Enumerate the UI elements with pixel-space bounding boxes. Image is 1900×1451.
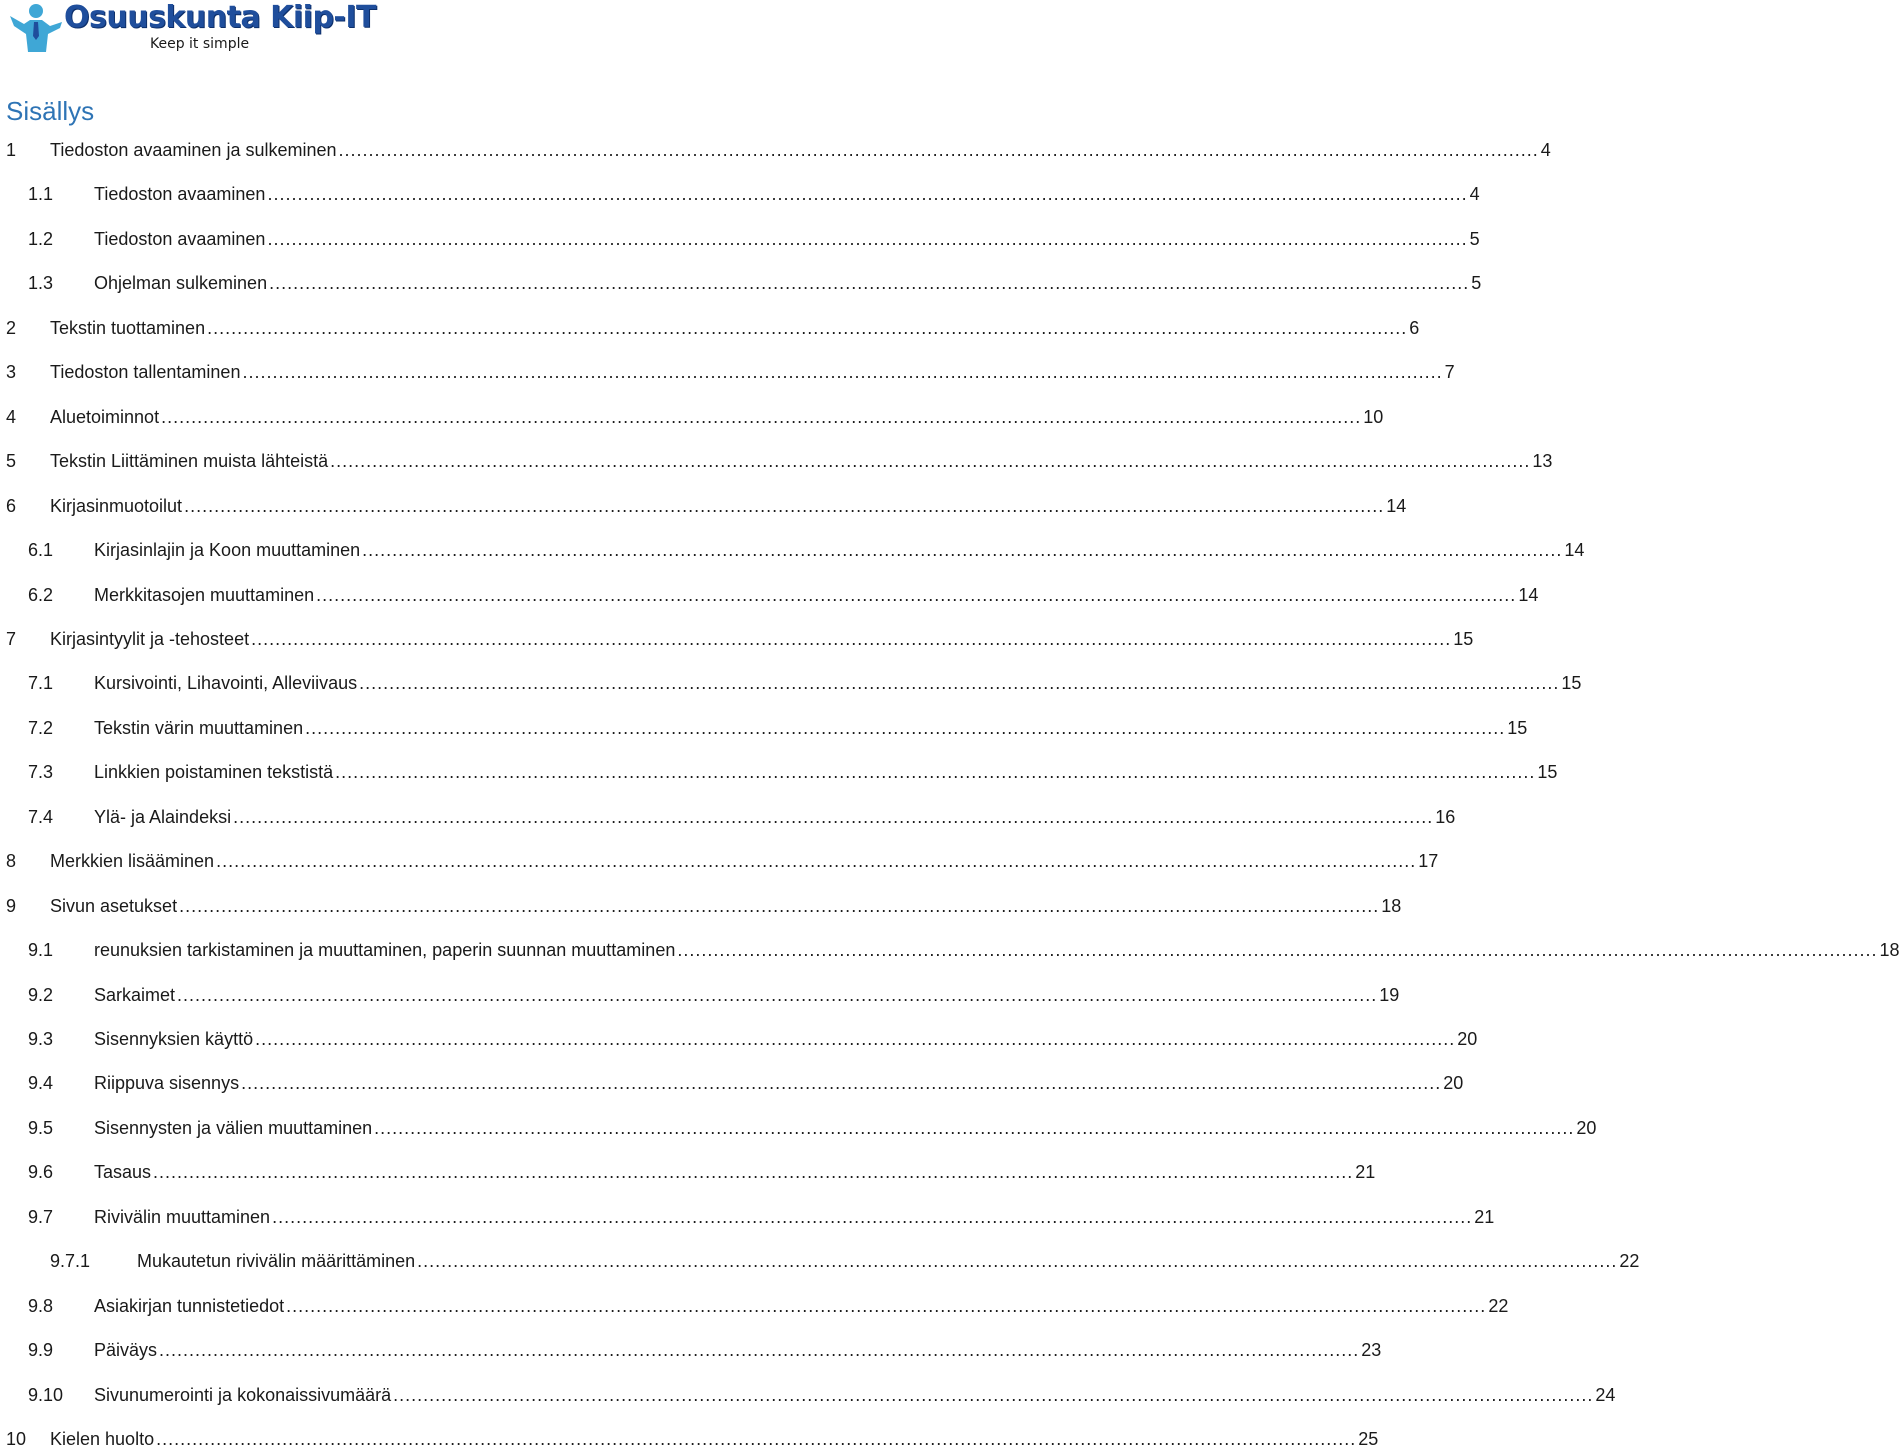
toc-entry[interactable] <box>0 627 1474 651</box>
toc-entry-page: 14 <box>1564 540 1585 560</box>
toc-entry-number: 9.7.1 <box>50 1251 91 1271</box>
toc-entry-page: 23 <box>1361 1340 1382 1360</box>
toc-entry[interactable] <box>0 938 1900 962</box>
toc-dot-leader: ........................................................................................................................................................................................................ <box>269 273 1470 293</box>
toc-entry-number: 6.1 <box>28 540 54 560</box>
toc-dot-leader: ........................................................................................................................................................................................................ <box>161 407 1362 427</box>
toc-entry[interactable] <box>0 538 1585 562</box>
toc-entry-page: 7 <box>1444 362 1455 382</box>
toc-dot-leader: ........................................................................................................................................................................................................ <box>233 807 1434 827</box>
toc-dot-leader: ........................................................................................................................................................................................................ <box>335 762 1536 782</box>
toc-entry[interactable] <box>0 138 1551 162</box>
toc-entry-line <box>94 182 1480 206</box>
toc-entry-number: 9.3 <box>28 1029 54 1049</box>
toc-entry[interactable] <box>0 494 1407 518</box>
toc-entry-page: 24 <box>1595 1385 1616 1405</box>
toc-dot-leader: ........................................................................................................................................................................................................ <box>216 851 1417 871</box>
toc-entry-title[interactable]: Sisennyksien käyttö <box>94 1029 254 1049</box>
toc-entry-page: 14 <box>1518 585 1539 605</box>
toc-entry-number: 9 <box>6 896 17 916</box>
toc-entry-page: 22 <box>1619 1251 1640 1271</box>
toc-dot-leader: ........................................................................................................................................................................................................ <box>272 1207 1473 1227</box>
toc-entry-line <box>50 494 1407 518</box>
toc-entry-title[interactable]: Tiedoston avaaminen <box>94 184 266 204</box>
toc-dot-leader: ........................................................................................................................................................................................................ <box>393 1385 1594 1405</box>
toc-entry-page: 5 <box>1469 229 1480 249</box>
toc-entry-page: 18 <box>1381 896 1402 916</box>
toc-entry-number: 7.2 <box>28 718 54 738</box>
toc-entry-page: 15 <box>1507 718 1528 738</box>
toc-entry-line <box>94 1027 1478 1051</box>
toc-dot-leader: ........................................................................................................................................................................................................ <box>241 1073 1442 1093</box>
toc-entry-line <box>50 316 1420 340</box>
toc-entry-number: 1.2 <box>28 229 54 249</box>
toc-entry-title[interactable]: reunuksien tarkistaminen ja muuttaminen, paperin suunnan muuttaminen <box>94 940 676 960</box>
toc-dot-leader: ........................................................................................................................................................................................................ <box>316 585 1517 605</box>
toc-entry-page: 4 <box>1540 140 1551 160</box>
toc-heading: Sisällys <box>6 96 95 126</box>
toc-dot-leader: ........................................................................................................................................................................................................ <box>251 629 1452 649</box>
toc-dot-leader: ........................................................................................................................................................................................................ <box>330 451 1531 471</box>
toc-entry-number: 10 <box>6 1429 27 1449</box>
toc-entry-title[interactable]: Linkkien poistaminen tekstistä <box>94 762 334 782</box>
toc-entry-number: 2 <box>6 318 17 338</box>
toc-entry-number: 9.8 <box>28 1296 54 1316</box>
toc-entry-title[interactable]: Ohjelman sulkeminen <box>94 273 268 293</box>
toc-entry-title[interactable]: Aluetoiminnot <box>50 407 160 427</box>
toc-dot-leader: ........................................................................................................................................................................................................ <box>179 896 1380 916</box>
toc-entry-line <box>94 1294 1509 1318</box>
toc-entry-page: 15 <box>1561 673 1582 693</box>
toc-entry-page: 14 <box>1386 496 1407 516</box>
toc-entry-page: 15 <box>1537 762 1558 782</box>
toc-entry-title[interactable]: Sivun asetukset <box>50 896 178 916</box>
toc-entry[interactable] <box>0 1249 1640 1273</box>
toc-entry-number: 9.5 <box>28 1118 54 1138</box>
toc-dot-leader: ........................................................................................................................................................................................................ <box>417 1251 1618 1271</box>
toc-entry-page: 6 <box>1409 318 1420 338</box>
toc-entry[interactable] <box>0 1338 1382 1362</box>
toc-entry-number: 3 <box>6 362 17 382</box>
toc-entry-line <box>94 1071 1464 1095</box>
toc-entry-line <box>50 360 1455 384</box>
toc-entry-line <box>94 983 1400 1007</box>
toc-entry-title[interactable]: Kirjasinmuotoilut <box>50 496 183 516</box>
toc-entry-line <box>94 671 1582 695</box>
toc-entry-line <box>50 849 1439 873</box>
toc-entry-page: 18 <box>1879 940 1900 960</box>
toc-dot-leader: ........................................................................................................................................................................................................ <box>242 362 1443 382</box>
toc-entry[interactable] <box>0 1160 1376 1184</box>
toc-entry-number: 1 <box>6 140 17 160</box>
toc-entry-title[interactable]: Sarkaimet <box>94 985 176 1005</box>
toc-entry-number: 7 <box>6 629 17 649</box>
toc-entry-page: 20 <box>1457 1029 1478 1049</box>
toc-dot-leader: ........................................................................................................................................................................................................ <box>677 940 1878 960</box>
toc-dot-leader: ........................................................................................................................................................................................................ <box>286 1296 1487 1316</box>
toc-entry-title[interactable]: Tiedoston avaaminen ja sulkeminen <box>50 140 337 160</box>
toc-entry-number: 7.3 <box>28 762 54 782</box>
toc-entry-number: 4 <box>6 407 17 427</box>
toc-entry-line <box>94 538 1585 562</box>
toc-entry-page: 5 <box>1471 273 1482 293</box>
toc-entry[interactable] <box>0 360 1455 384</box>
toc-dot-leader: ........................................................................................................................................................................................................ <box>338 140 1539 160</box>
toc-entry-line <box>94 271 1482 295</box>
toc-entry-page: 13 <box>1532 451 1553 471</box>
toc-entry-title[interactable]: Kirjasinlajin ja Koon muuttaminen <box>94 540 361 560</box>
toc-entry-page: 17 <box>1418 851 1439 871</box>
toc-entry-line <box>94 760 1558 784</box>
header <box>0 0 400 62</box>
toc-entry-line <box>94 583 1539 607</box>
toc-entry-line <box>50 405 1384 429</box>
toc-entry-title[interactable]: Kielen huolto <box>50 1429 155 1449</box>
toc-entry-title[interactable]: Tekstin tuottaminen <box>50 318 206 338</box>
toc-entry-line <box>94 938 1900 962</box>
toc-entry-page: 19 <box>1379 985 1400 1005</box>
toc-entry-title[interactable]: Tekstin värin muuttaminen <box>94 718 304 738</box>
toc-entry-number: 9.2 <box>28 985 54 1005</box>
toc-dot-leader: ........................................................................................................................................................................................................ <box>156 1429 1357 1449</box>
toc-dot-leader: ........................................................................................................................................................................................................ <box>267 184 1468 204</box>
toc-entry-page: 21 <box>1474 1207 1495 1227</box>
toc-entry[interactable] <box>0 1071 1464 1095</box>
toc-entry-title[interactable]: Riippuva sisennys <box>94 1073 240 1093</box>
toc-entry-number: 9.9 <box>28 1340 54 1360</box>
toc-entry[interactable] <box>0 849 1439 873</box>
toc-entry-page: 20 <box>1576 1118 1597 1138</box>
toc-entry-title[interactable]: Sivunumerointi ja kokonaissivumäärä <box>94 1385 392 1405</box>
toc-dot-leader: ........................................................................................................................................................................................................ <box>184 496 1385 516</box>
toc-entry-title[interactable]: Asiakirjan tunnistetiedot <box>94 1296 285 1316</box>
toc-entry-number: 9.4 <box>28 1073 54 1093</box>
toc-entry[interactable] <box>0 983 1400 1007</box>
toc-entry[interactable] <box>0 182 1480 206</box>
toc-entry-number: 1.1 <box>28 184 54 204</box>
toc-entry-page: 4 <box>1469 184 1480 204</box>
toc-dot-leader: ........................................................................................................................................................................................................ <box>207 318 1408 338</box>
toc-entry[interactable] <box>0 405 1384 429</box>
toc-entry-line <box>94 1383 1616 1407</box>
toc-entry-title[interactable]: Rivivälin muuttaminen <box>94 1207 271 1227</box>
toc-entry-number: 7.1 <box>28 673 54 693</box>
toc-entry-number: 9.6 <box>28 1162 54 1182</box>
toc-entry-number: 9.10 <box>28 1385 64 1405</box>
toc-entry-title[interactable]: Tiedoston avaaminen <box>94 229 266 249</box>
toc-entry-title[interactable]: Tiedoston tallentaminen <box>50 362 241 382</box>
toc-entry[interactable] <box>0 760 1558 784</box>
toc-entry[interactable] <box>0 671 1582 695</box>
toc-entry-number: 1.3 <box>28 273 54 293</box>
toc-entry-title[interactable]: Merkkien lisääminen <box>50 851 215 871</box>
toc-entry-line <box>94 805 1456 829</box>
toc-entry[interactable] <box>0 316 1420 340</box>
toc-entry-line <box>137 1249 1640 1273</box>
toc-dot-leader: ........................................................................................................................................................................................................ <box>153 1162 1354 1182</box>
toc-entry-number: 8 <box>6 851 17 871</box>
toc-entry-title[interactable]: Kursivointi, Lihavointi, Alleviivaus <box>94 673 358 693</box>
toc-entry-page: 22 <box>1488 1296 1509 1316</box>
toc-dot-leader: ........................................................................................................................................................................................................ <box>359 673 1560 693</box>
toc-entry-line <box>94 1116 1597 1140</box>
toc-entry[interactable] <box>0 271 1482 295</box>
toc-entry-number: 7.4 <box>28 807 54 827</box>
toc-entry-line <box>50 449 1553 473</box>
toc-entry[interactable] <box>0 449 1553 473</box>
toc-entry-title[interactable]: Sisennysten ja välien muuttaminen <box>94 1118 373 1138</box>
toc-entry-page: 16 <box>1435 807 1456 827</box>
toc-entry-title[interactable]: Kirjasintyylit ja -tehosteet <box>50 629 250 649</box>
logo-title: Osuuskunta Kiip-IT <box>64 0 376 35</box>
person-logo-icon <box>6 2 64 56</box>
toc-entry-title[interactable]: Merkkitasojen muuttaminen <box>94 585 315 605</box>
toc-entry-number: 5 <box>6 451 17 471</box>
toc-entry[interactable] <box>0 1116 1597 1140</box>
toc-dot-leader: ........................................................................................................................................................................................................ <box>267 229 1468 249</box>
toc-entry[interactable] <box>0 894 1402 918</box>
toc-entry-line <box>50 138 1551 162</box>
toc-entry[interactable] <box>0 716 1528 740</box>
toc-entry-line <box>50 1427 1379 1451</box>
toc-dot-leader: ........................................................................................................................................................................................................ <box>159 1340 1360 1360</box>
toc-entry[interactable] <box>0 1294 1509 1318</box>
toc-dot-leader: ........................................................................................................................................................................................................ <box>255 1029 1456 1049</box>
toc-entry-line <box>94 1160 1376 1184</box>
toc-entry-title[interactable]: Ylä- ja Alaindeksi <box>94 807 232 827</box>
toc-dot-leader: ........................................................................................................................................................................................................ <box>362 540 1563 560</box>
toc-entry[interactable] <box>0 227 1480 251</box>
logo-tagline: Keep it simple <box>150 36 250 52</box>
toc-entry-title[interactable]: Tasaus <box>94 1162 152 1182</box>
toc-entry-line <box>50 627 1474 651</box>
toc-entry-title[interactable]: Päiväys <box>94 1340 158 1360</box>
toc-entry[interactable] <box>0 1027 1478 1051</box>
toc-entry-page: 21 <box>1355 1162 1376 1182</box>
toc-entry[interactable] <box>0 1427 1379 1451</box>
toc-entry-page: 25 <box>1358 1429 1379 1449</box>
toc-dot-leader: ........................................................................................................................................................................................................ <box>374 1118 1575 1138</box>
toc-entry-number: 6.2 <box>28 585 54 605</box>
toc-entry-number: 9.1 <box>28 940 54 960</box>
toc-entry-title[interactable]: Tekstin Liittäminen muista lähteistä <box>50 451 329 471</box>
toc-entry-number: 6 <box>6 496 17 516</box>
toc-entry-number: 9.7 <box>28 1207 54 1227</box>
toc-entry[interactable] <box>0 583 1539 607</box>
toc-entry-line <box>94 716 1528 740</box>
toc-entry[interactable] <box>0 1383 1616 1407</box>
toc-entry-page: 10 <box>1363 407 1384 427</box>
toc-entry-line <box>50 894 1402 918</box>
toc-entry-line <box>94 227 1480 251</box>
toc-entry[interactable] <box>0 805 1456 829</box>
toc-entry[interactable] <box>0 1205 1495 1229</box>
toc-entry-title[interactable]: Mukautetun rivivälin määrittäminen <box>137 1251 416 1271</box>
toc-entry-line <box>94 1338 1382 1362</box>
toc-entry-page: 20 <box>1443 1073 1464 1093</box>
toc-entry-line <box>94 1205 1495 1229</box>
toc-dot-leader: ........................................................................................................................................................................................................ <box>305 718 1506 738</box>
toc-entry-page: 15 <box>1453 629 1474 649</box>
toc-dot-leader: ........................................................................................................................................................................................................ <box>177 985 1378 1005</box>
